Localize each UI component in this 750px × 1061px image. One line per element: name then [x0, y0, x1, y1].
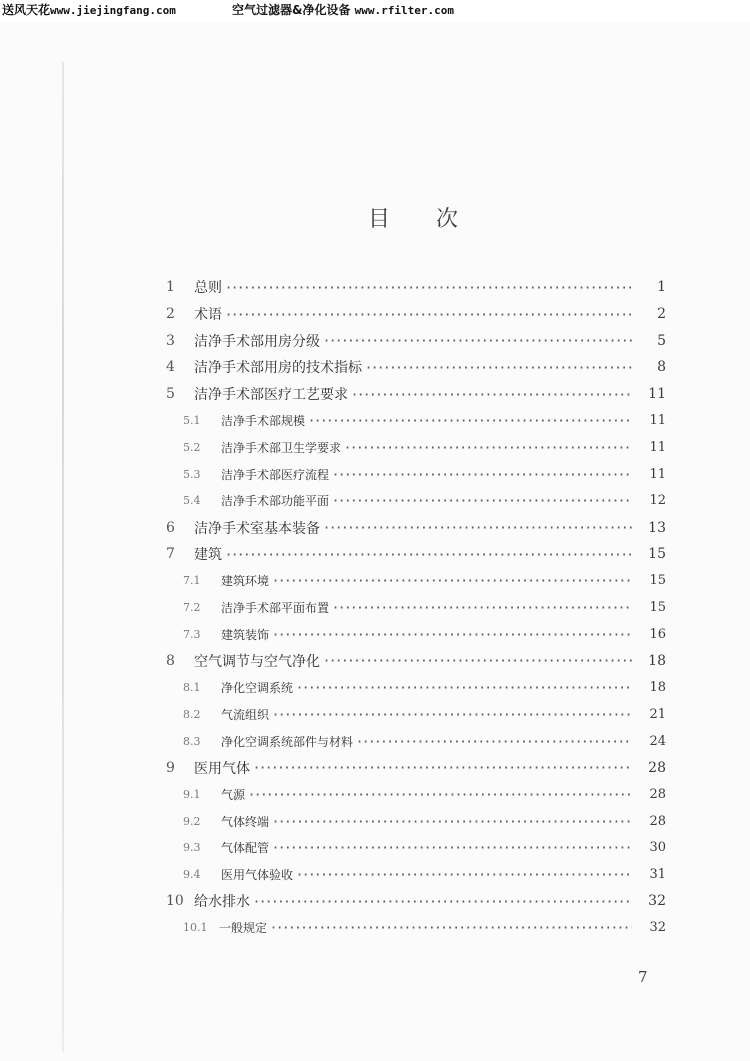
- toc-dot-leader: [273, 705, 632, 724]
- toc-entry[interactable]: [166, 541, 666, 568]
- header-brand-1: 送风天花: [2, 3, 51, 17]
- toc-entry-title: 总则: [194, 280, 222, 297]
- toc-entry-page: 21: [649, 706, 666, 722]
- page-binding-edge: [62, 62, 64, 1052]
- toc-entry-title: 建筑环境: [221, 574, 270, 589]
- toc-entry-number: 7: [166, 546, 175, 563]
- toc-entry-page: 28: [649, 786, 666, 802]
- toc-entry-page: 11: [649, 466, 666, 482]
- toc-entry-number: 6: [166, 519, 175, 536]
- toc-entry-title: 一般规定: [219, 921, 268, 936]
- toc-entry-title: 气体配管: [221, 841, 270, 856]
- toc-dot-leader: [333, 491, 632, 510]
- toc-entry-title: 医用气体: [194, 760, 250, 777]
- toc-entry-title: 术语: [194, 307, 222, 324]
- toc-entry-number: 1: [166, 279, 175, 296]
- toc-entry-title: 气体终端: [221, 814, 270, 829]
- toc-entry[interactable]: [166, 407, 666, 434]
- toc-entry-title: 洁净手术部医疗工艺要求: [194, 387, 348, 404]
- toc-entry-page: 2: [657, 306, 666, 323]
- toc-dot-leader: [297, 678, 632, 697]
- toc-entry-number: 9.2: [183, 814, 201, 828]
- toc-entry-title: 气流组织: [221, 707, 270, 722]
- toc-entry-title: 洁净手术部平面布置: [221, 601, 330, 616]
- toc-entry[interactable]: [166, 915, 666, 942]
- toc-entry-page: 11: [648, 386, 666, 403]
- toc-entry-title: 空气调节与空气净化: [194, 653, 320, 670]
- toc-entry-number: 2: [166, 306, 175, 323]
- header-url-2: www.rfilter.com: [354, 4, 454, 17]
- toc-entry-page: 8: [657, 359, 666, 376]
- toc-entry-number: 7.3: [183, 627, 201, 641]
- toc-entry-page: 28: [648, 759, 666, 776]
- toc-entry-number: 8.1: [183, 681, 201, 695]
- toc-entry-number: 8: [166, 652, 175, 669]
- toc-dot-leader: [333, 598, 632, 617]
- toc-entry-number: 5.1: [183, 414, 201, 428]
- header-url-1: www.jiejingfang.com: [50, 4, 176, 17]
- toc-dot-leader: [352, 385, 632, 404]
- toc-dot-leader: [249, 785, 632, 804]
- toc-entry-title: 建筑: [194, 547, 222, 564]
- toc-entry-page: 16: [649, 626, 666, 642]
- toc-entry[interactable]: [166, 514, 666, 541]
- toc-entry-number: 9.3: [183, 841, 201, 855]
- toc-dot-leader: [324, 651, 632, 670]
- toc-entry-page: 30: [649, 840, 666, 856]
- toc-entry-page: 5: [657, 332, 666, 349]
- toc-entry[interactable]: [166, 754, 666, 781]
- header-link-jiejingfang[interactable]: [2, 0, 176, 21]
- toc-entry[interactable]: [166, 301, 666, 328]
- page-title: 目次: [368, 207, 505, 232]
- toc-entry-number: 5.3: [183, 467, 201, 481]
- toc-entry-page: 18: [648, 652, 666, 669]
- toc-entry-title: 医用气体验收: [221, 867, 294, 882]
- toc-entry-page: 31: [649, 866, 666, 882]
- toc-entry-number: 5.4: [183, 494, 201, 508]
- toc-entry-number: 8.2: [183, 707, 201, 721]
- toc-entry-number: 9: [166, 759, 175, 776]
- toc-dot-leader: [254, 758, 632, 777]
- page-number: 7: [638, 968, 648, 986]
- toc-entry-number: 10.1: [183, 921, 208, 935]
- toc-entry-page: 15: [649, 600, 666, 616]
- toc-entry-number: 5.2: [183, 440, 201, 454]
- toc-entry-page: 12: [649, 493, 666, 509]
- toc-entry-number: 10: [166, 893, 184, 910]
- toc-entry[interactable]: [166, 461, 666, 488]
- toc-entry-number: 7.2: [183, 601, 201, 615]
- toc-dot-leader: [226, 278, 632, 297]
- toc-entry-number: 5: [166, 386, 175, 403]
- toc-entry-title: 洁净手术部规模: [221, 414, 306, 429]
- toc-dot-leader: [226, 305, 632, 324]
- toc-entry[interactable]: [166, 621, 666, 648]
- toc-entry[interactable]: [166, 568, 666, 595]
- toc-dot-leader: [273, 625, 632, 644]
- toc-entry-title: 净化空调系统部件与材料: [221, 734, 354, 749]
- toc-entry[interactable]: [166, 861, 666, 888]
- toc-entry[interactable]: [166, 381, 666, 408]
- toc-entry-page: 32: [648, 893, 666, 910]
- toc-entry-title: 洁净手术部用房的技术指标: [194, 360, 362, 377]
- toc-entry-title: 给水排水: [194, 894, 250, 911]
- toc-entry-number: 9.4: [183, 867, 201, 881]
- toc-dot-leader: [273, 571, 632, 590]
- toc-entry[interactable]: [166, 327, 666, 354]
- toc-entry-page: 18: [649, 680, 666, 696]
- toc-dot-leader: [273, 838, 632, 857]
- toc-entry-page: 13: [648, 519, 666, 536]
- toc-dot-leader: [273, 812, 632, 831]
- toc-entry[interactable]: [166, 888, 666, 915]
- toc-entry-number: 4: [166, 359, 175, 376]
- toc-entry[interactable]: [166, 354, 666, 381]
- toc-entry-page: 15: [649, 573, 666, 589]
- toc-entry-page: 1: [657, 279, 666, 296]
- toc-entry[interactable]: [166, 701, 666, 728]
- toc-entry-title: 洁净手术部用房分级: [194, 333, 320, 350]
- toc-entry-page: 28: [649, 813, 666, 829]
- header-brand-2: 空气过滤器&净化设备: [232, 3, 351, 17]
- toc-entry[interactable]: [166, 781, 666, 808]
- toc-dot-leader: [309, 411, 632, 430]
- toc-entry[interactable]: [166, 594, 666, 621]
- toc-dot-leader: [324, 331, 632, 350]
- toc-dot-leader: [271, 918, 632, 937]
- toc-entry[interactable]: [166, 674, 666, 701]
- toc-dot-leader: [366, 358, 632, 377]
- toc-entry-title: 净化空调系统: [221, 681, 294, 696]
- toc-dot-leader: [297, 865, 632, 884]
- header-link-rfilter[interactable]: [232, 0, 454, 21]
- toc-entry[interactable]: [166, 488, 666, 515]
- toc-dot-leader: [357, 732, 632, 751]
- toc-entry-page: 24: [649, 733, 666, 749]
- toc-entry-number: 9.1: [183, 787, 201, 801]
- toc-entry-number: 8.3: [183, 734, 201, 748]
- toc-entry-title: 洁净手术部卫生学要求: [221, 440, 342, 455]
- toc-dot-leader: [324, 518, 632, 537]
- table-of-contents: [166, 274, 666, 941]
- toc-dot-leader: [254, 892, 632, 911]
- toc-entry-page: 11: [649, 413, 666, 429]
- toc-entry-page: 15: [648, 546, 666, 563]
- toc-entry-number: 7.1: [183, 574, 201, 588]
- toc-entry[interactable]: [166, 648, 666, 675]
- toc-entry[interactable]: [166, 728, 666, 755]
- toc-entry-title: 气源: [221, 787, 246, 802]
- toc-dot-leader: [345, 438, 632, 457]
- toc-entry[interactable]: [166, 434, 666, 461]
- toc-entry-title: 洁净手术部医疗流程: [221, 467, 330, 482]
- toc-entry-title: 洁净手术室基本装备: [194, 520, 320, 537]
- toc-entry-page: 11: [649, 439, 666, 455]
- toc-entry-title: 洁净手术部功能平面: [221, 494, 330, 509]
- toc-dot-leader: [226, 545, 632, 564]
- toc-entry[interactable]: [166, 808, 666, 835]
- toc-entry-title: 建筑装饰: [221, 627, 270, 642]
- toc-entry[interactable]: [166, 274, 666, 301]
- watermark-header: [0, 0, 750, 22]
- toc-dot-leader: [333, 465, 632, 484]
- toc-entry-page: 32: [649, 920, 666, 936]
- toc-entry-number: 3: [166, 332, 175, 349]
- toc-entry[interactable]: [166, 834, 666, 861]
